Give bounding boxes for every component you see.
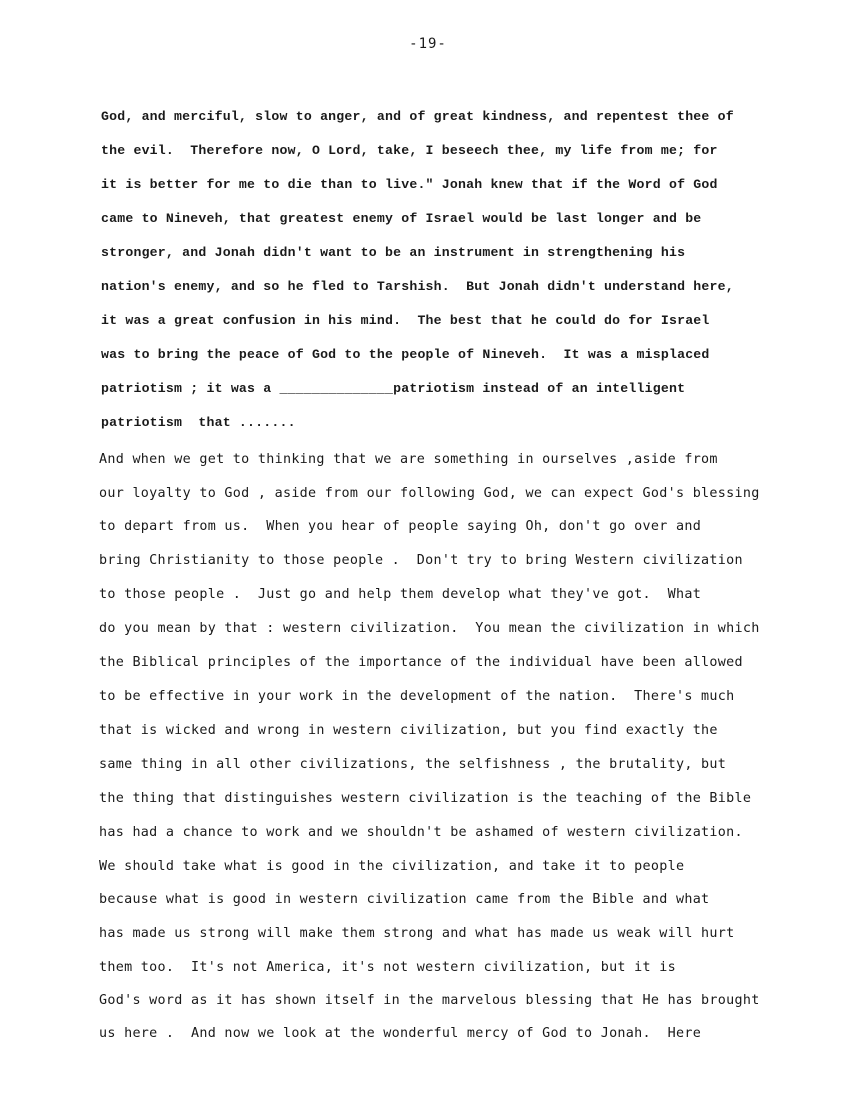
text-line: us here . And now we look at the wonderful mercy of God to Jonah. Here — [99, 1026, 702, 1041]
text-line: patriotism that ....... — [101, 415, 296, 430]
text-line: to depart from us. When you hear of people saying Oh, don't go over and — [99, 519, 702, 534]
text-line: because what is good in western civilization came from the Bible and what — [99, 892, 710, 907]
text-line: has made us strong will make them strong and what has made us weak will hurt — [99, 926, 735, 941]
text-line: to those people . Just go and help them develop what they've got. What — [99, 587, 702, 602]
text-line: We should take what is good in the civilization, and take it to people — [99, 859, 685, 874]
text-line: came to Nineveh, that greatest enemy of Israel would be last longer and be — [101, 211, 702, 226]
text-line: the Biblical principles of the importance of the individual have been allowed — [99, 655, 743, 670]
text-line: them too. It's not America, it's not western civilization, but it is — [99, 960, 676, 975]
text-line: And when we get to thinking that we are something in ourselves ,aside from — [99, 452, 718, 467]
text-line: that is wicked and wrong in western civilization, but you find exactly the — [99, 723, 718, 738]
text-line: the thing that distinguishes western civilization is the teaching of the Bible — [99, 791, 752, 806]
text-line: same thing in all other civilizations, the selfishness , the brutality, but — [99, 757, 727, 772]
text-line: nation's enemy, and so he fled to Tarshish. But Jonah didn't understand here, — [101, 279, 734, 294]
text-line: God, and merciful, slow to anger, and of great kindness, and repentest thee of — [101, 109, 734, 124]
text-line: God's word as it has shown itself in the marvelous blessing that He has brought — [99, 993, 760, 1008]
text-line: has had a chance to work and we shouldn't be ashamed of western civilization. — [99, 825, 743, 840]
text-line: our loyalty to God , aside from our following God, we can expect God's blessing — [99, 486, 760, 501]
text-line: bring Christianity to those people . Don't try to bring Western civilization — [99, 553, 743, 568]
text-line: do you mean by that : western civilization. You mean the civilization in which — [99, 621, 760, 636]
text-line: stronger, and Jonah didn't want to be an instrument in strengthening his — [101, 245, 686, 260]
text-line: the evil. Therefore now, O Lord, take, I beseech thee, my life from me; for — [101, 143, 718, 158]
page-number: -19- — [409, 36, 447, 52]
text-line: it is better for me to die than to live." Jonah knew that if the Word of God — [101, 177, 718, 192]
text-line: to be effective in your work in the development of the nation. There's much — [99, 689, 735, 704]
text-line: patriotism ; it was a ______________patriotism instead of an intelligent — [101, 381, 686, 396]
text-line: it was a great confusion in his mind. The best that he could do for Israel — [101, 313, 710, 328]
text-line: was to bring the peace of God to the people of Nineveh. It was a misplaced — [101, 347, 710, 362]
